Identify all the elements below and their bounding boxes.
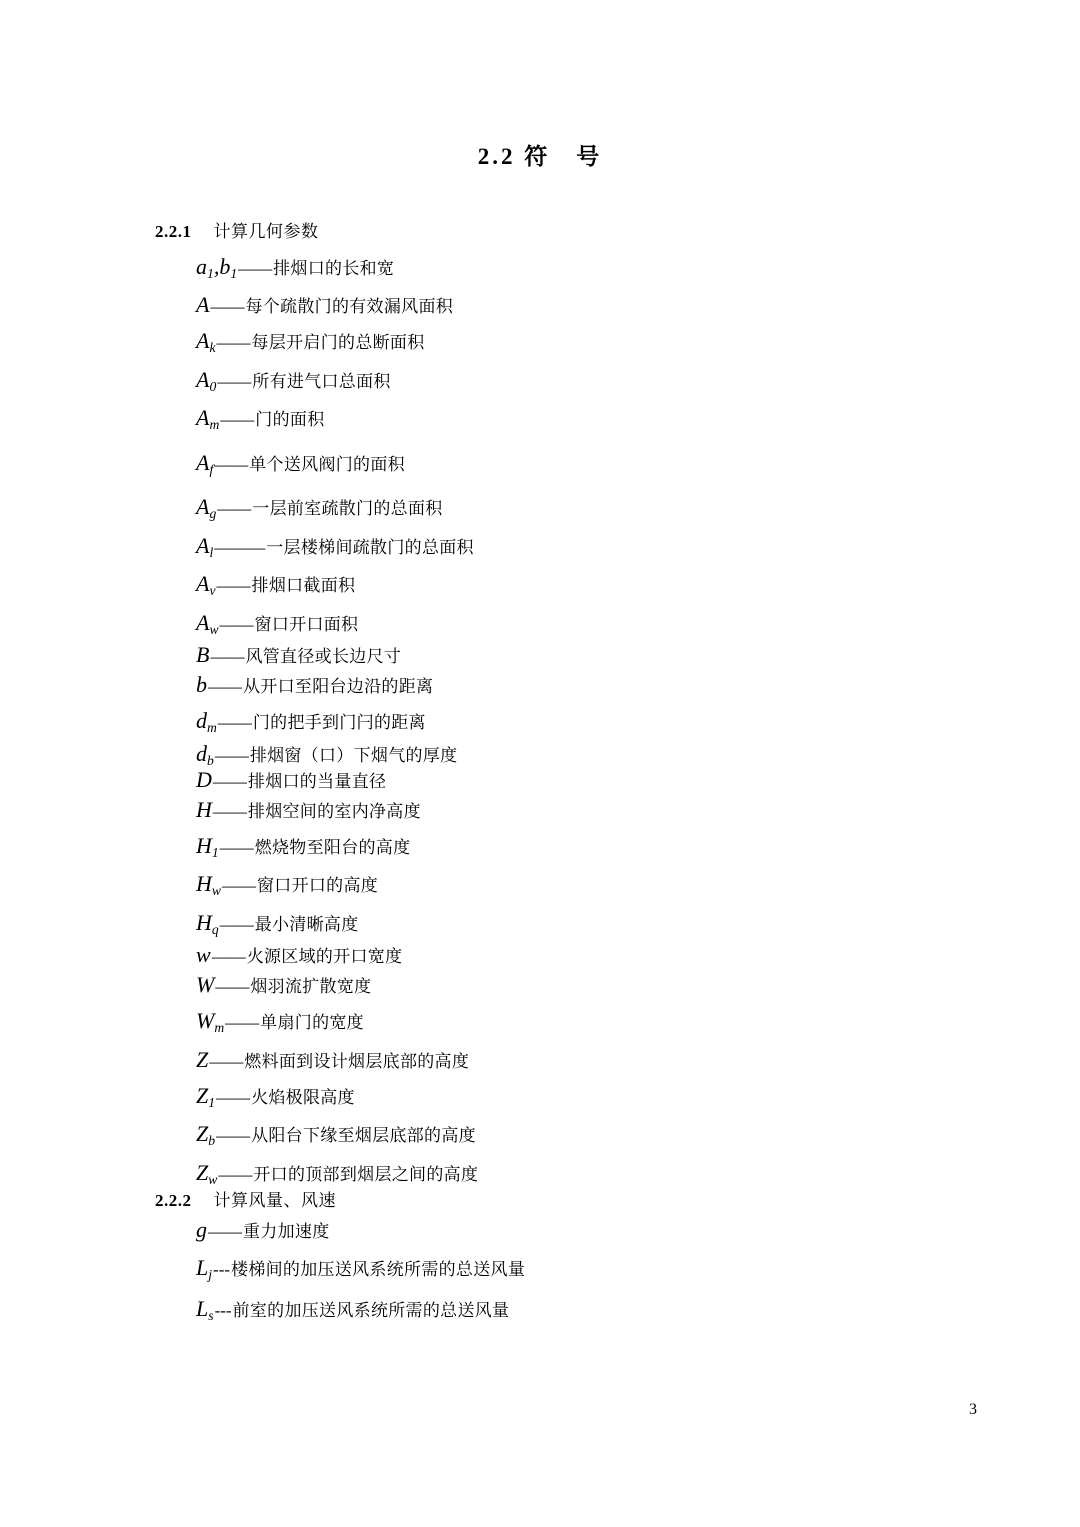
symbol-base: g (196, 1217, 207, 1243)
symbol-base: W (196, 972, 215, 998)
symbol-entry (196, 366, 1080, 394)
symbol-glyph (196, 573, 216, 597)
symbol-entry (196, 449, 1080, 477)
symbol-entry (196, 573, 1080, 597)
symbol-dash: —— (212, 801, 247, 821)
symbol-subscript-2: 1 (230, 265, 238, 281)
sections-container (0, 217, 1080, 1322)
symbol-glyph (196, 496, 216, 520)
symbol-subscript: 1 (207, 265, 214, 281)
symbol-entry (196, 766, 1080, 792)
symbol-section (0, 217, 1080, 1186)
symbol-list (0, 256, 1080, 1186)
symbol-glyph (196, 1010, 224, 1034)
symbol-description: 每层开启门的总断面积 (251, 333, 425, 353)
symbol-dash: —— (209, 1051, 244, 1071)
symbol-subscript: j (208, 1266, 213, 1282)
symbol-dash: —— (210, 297, 245, 317)
symbol-description: 门的面积 (255, 410, 325, 430)
symbol-entry (196, 1010, 1080, 1034)
symbol-subscript: g (209, 506, 217, 522)
symbol-subscript: w (208, 1171, 218, 1187)
symbol-description: 排烟口的当量直径 (247, 771, 387, 791)
symbol-entry (196, 832, 1080, 860)
symbol-glyph (196, 873, 221, 897)
symbol-glyph (196, 407, 219, 431)
symbol-base: B (196, 642, 210, 668)
symbol-glyph (196, 1295, 214, 1323)
symbol-description: 楼梯间的加压送风系统所需的总送风量 (231, 1260, 526, 1280)
symbol-description: 燃烧物至阳台的高度 (254, 837, 411, 857)
symbol-entry (196, 256, 1080, 280)
symbol-list (0, 1219, 1080, 1322)
symbol-entry (196, 496, 1080, 520)
symbol-subscript: b (208, 1133, 216, 1149)
symbol-entry (196, 1257, 1080, 1281)
symbol-description: 每个疏散门的有效漏风面积 (245, 297, 454, 317)
symbol-entry (196, 710, 1080, 734)
symbol-subscript: m (207, 719, 217, 735)
symbol-glyph (196, 366, 217, 394)
symbol-subscript: w (211, 883, 221, 899)
symbol-base: A (196, 405, 210, 431)
symbol-base: A (196, 609, 210, 635)
symbol-entry (196, 1082, 1080, 1110)
symbol-description: 窗口开口的高度 (256, 876, 379, 896)
symbol-base: L (196, 1295, 209, 1321)
symbol-glyph (196, 796, 212, 822)
symbol-dash: —— (238, 259, 273, 278)
symbol-base: A (196, 571, 210, 597)
symbol-description: 风管直径或长边尺寸 (245, 647, 402, 667)
symbol-entry (196, 1123, 1080, 1147)
symbol-base: A (196, 328, 210, 354)
symbol-subscript: w (209, 621, 219, 637)
symbol-section (0, 1186, 1080, 1322)
symbol-entry (196, 644, 1080, 666)
symbol-dash: —— (220, 410, 255, 430)
symbol-description: 重力加速度 (243, 1222, 330, 1242)
symbol-entry (196, 873, 1080, 897)
symbol-description: 排烟口的长和宽 (273, 259, 395, 278)
symbol-description: 一层楼梯间疏散门的总面积 (266, 537, 474, 557)
symbol-entry (196, 1219, 1080, 1241)
symbol-glyph (196, 1046, 209, 1072)
symbol-description: 排烟口截面积 (251, 576, 356, 596)
symbol-description: 单扇门的宽度 (260, 1013, 364, 1033)
symbol-dash: --- (214, 1300, 232, 1320)
symbol-glyph (196, 449, 214, 477)
symbol-base: H (196, 796, 212, 822)
symbol-dash: --- (213, 1260, 231, 1280)
symbol-description: 从开口至阳台边沿的距离 (243, 677, 434, 697)
section-heading-text: 计算风量、风速 (213, 1191, 336, 1211)
symbol-entry (196, 294, 1080, 316)
symbol-base: A (196, 494, 210, 520)
symbol-base-2: b (219, 254, 231, 279)
symbol-dash: —— (210, 647, 245, 667)
symbol-description: 排烟空间的室内净高度 (247, 801, 421, 821)
symbol-description: 排烟窗（口）下烟气的厚度 (249, 745, 458, 765)
symbol-base: W (196, 1008, 215, 1034)
symbol-glyph (196, 974, 214, 996)
symbol-dash: —— (216, 333, 251, 353)
symbol-description: 开口的顶部到烟层之间的高度 (253, 1164, 479, 1184)
symbol-glyph (196, 740, 214, 768)
section-heading (155, 1186, 1080, 1211)
symbol-dash: —— (214, 454, 249, 474)
symbol-dash: —— (219, 614, 254, 634)
symbol-dash: —— (217, 713, 252, 733)
symbol-base: a (196, 254, 207, 279)
symbol-base: w (196, 942, 211, 968)
symbol-dash: —— (208, 677, 242, 697)
symbol-separator: , (213, 254, 220, 279)
symbol-dash: ——— (214, 537, 266, 557)
symbol-entry (196, 609, 1080, 637)
symbol-base: A (196, 449, 210, 475)
symbol-subscript: l (209, 544, 214, 560)
symbol-dash: —— (215, 977, 250, 997)
symbol-glyph (196, 832, 219, 860)
symbol-glyph (196, 644, 209, 666)
symbol-subscript: m (209, 417, 220, 433)
symbol-description: 一层前室疏散门的总面积 (252, 499, 443, 519)
symbol-base: H (196, 871, 212, 897)
symbol-glyph (196, 1123, 215, 1147)
symbol-dash: —— (216, 576, 251, 596)
symbol-dash: —— (219, 837, 254, 857)
symbol-dash: —— (225, 1013, 260, 1033)
section-number: 2.2.1 (155, 222, 192, 241)
symbol-entry (196, 407, 1080, 431)
symbol-subscript: b (207, 752, 214, 768)
symbol-dash: —— (208, 1222, 242, 1242)
symbol-subscript: s (208, 1307, 214, 1323)
section-number: 2.2.2 (155, 1191, 192, 1211)
symbol-dash: —— (221, 876, 256, 896)
symbol-subscript: m (214, 1020, 225, 1036)
symbol-description: 从阳台下缘至烟层底部的高度 (251, 1126, 476, 1146)
symbol-description: 火源区域的开口宽度 (246, 947, 403, 967)
symbol-base: H (196, 832, 212, 858)
symbol-description: 门的把手到门闩的距离 (252, 713, 426, 733)
symbol-entry (196, 1046, 1080, 1072)
symbol-glyph (196, 710, 217, 734)
symbol-base: D (196, 766, 212, 792)
symbol-subscript: f (209, 461, 214, 477)
symbol-subscript: q (211, 921, 219, 937)
symbol-base: A (196, 292, 210, 318)
symbol-description: 火焰极限高度 (251, 1087, 355, 1107)
symbol-base: H (196, 909, 212, 935)
symbol-dash: —— (219, 914, 254, 934)
symbol-description: 最小清晰高度 (254, 914, 359, 934)
symbol-subscript: k (209, 340, 216, 356)
symbol-description: 前室的加压送风系统所需的总送风量 (232, 1300, 510, 1320)
symbol-description: 窗口开口面积 (254, 614, 359, 634)
section-heading-text: 计算几何参数 (213, 222, 319, 241)
symbol-dash: —— (214, 745, 249, 765)
symbol-subscript: 1 (211, 844, 219, 860)
symbol-glyph (196, 294, 209, 316)
symbol-glyph (196, 944, 211, 966)
symbol-dash: —— (212, 771, 247, 791)
page-number: 3 (969, 1401, 977, 1418)
symbol-dash: —— (211, 947, 246, 967)
symbol-dash: —— (218, 1164, 253, 1184)
symbol-entry (196, 1159, 1080, 1187)
symbol-entry (196, 974, 1080, 996)
symbol-dash: —— (216, 1126, 251, 1146)
symbol-glyph (196, 256, 237, 280)
page-title: 2.2 符 号 (477, 144, 603, 169)
symbol-base: A (196, 366, 210, 392)
symbol-entry (196, 1295, 1080, 1323)
symbol-glyph (196, 1159, 218, 1187)
symbol-glyph (196, 1082, 216, 1110)
symbol-dash: —— (217, 371, 252, 391)
symbol-entry (196, 740, 1080, 768)
symbol-base: A (196, 532, 210, 558)
symbol-entry (196, 330, 1080, 354)
symbol-base: Z (196, 1046, 209, 1072)
symbol-dash: —— (217, 499, 252, 519)
symbol-base: Z (196, 1082, 209, 1108)
symbol-description: 燃料面到设计烟层底部的高度 (244, 1051, 470, 1071)
symbol-description: 所有进气口总面积 (252, 371, 391, 391)
symbol-glyph (196, 766, 212, 792)
symbol-dash: —— (216, 1087, 251, 1107)
symbol-base: L (196, 1255, 209, 1281)
symbol-glyph (196, 330, 216, 354)
symbol-subscript: 0 (209, 378, 217, 394)
symbol-base: Z (196, 1159, 209, 1185)
symbol-subscript: v (209, 582, 216, 598)
symbol-entry (196, 909, 1080, 937)
symbol-entry (196, 796, 1080, 822)
symbol-entry (196, 532, 1080, 560)
symbol-glyph (196, 909, 219, 937)
symbol-description: 烟羽流扩散宽度 (250, 977, 372, 997)
symbol-glyph (196, 1257, 212, 1281)
symbol-base: d (196, 740, 207, 766)
symbol-glyph (196, 609, 219, 637)
symbol-description: 单个送风阀门的面积 (249, 454, 405, 474)
symbol-subscript: 1 (208, 1094, 216, 1110)
symbol-base: d (196, 708, 207, 734)
symbol-entry (196, 674, 1080, 696)
symbol-glyph (196, 532, 214, 560)
symbol-base: Z (196, 1121, 209, 1147)
symbol-glyph (196, 1219, 207, 1241)
symbol-glyph (196, 674, 207, 696)
symbol-base: b (196, 672, 207, 698)
section-heading (155, 217, 1080, 242)
symbol-entry (196, 944, 1080, 966)
